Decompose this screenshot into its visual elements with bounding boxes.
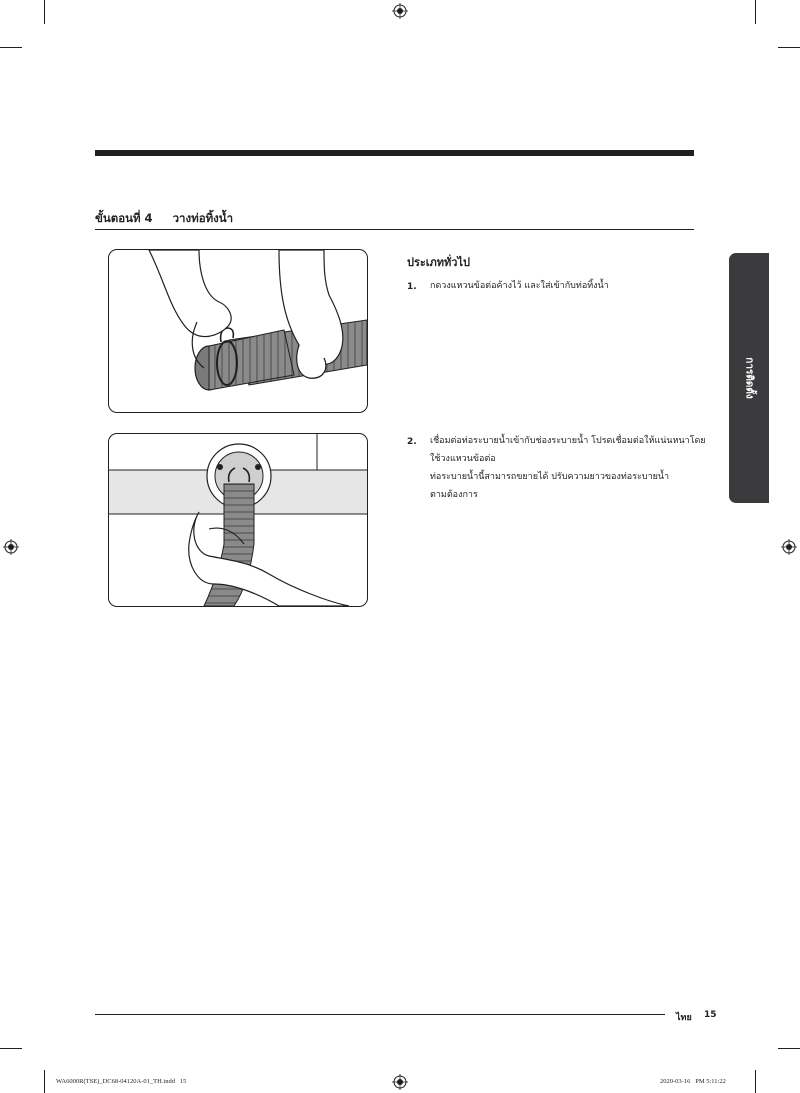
crop-mark: [0, 1048, 22, 1049]
registration-mark-icon: [392, 3, 408, 19]
side-tab: [729, 253, 769, 503]
figure-clamp-on-hose: [108, 249, 368, 413]
step-label: ขั้นตอนที่ 4: [95, 211, 153, 225]
step-rule: [95, 229, 694, 230]
step-2-text: [430, 432, 706, 504]
registration-mark-icon: [392, 1074, 408, 1090]
figure-hose-to-drain: [108, 433, 368, 607]
step-2-line: เชื่อมต่อท่อระบายน้ำเข้ากับช่องระบายน้ำ โปรดเชื่อมต่อให้แน่นหนาโดย: [430, 436, 706, 446]
slug-date: 2020-03-16 PM 5:11:22: [660, 1078, 726, 1085]
crop-mark: [778, 1048, 800, 1049]
crop-mark: [755, 0, 756, 24]
crop-mark: [0, 47, 22, 48]
step-2-line: ท่อระบายน้ำนี้สามารถขยายได้ ปรับความยาวของท่อระบายน้ำ: [430, 472, 670, 482]
step-1-line: กดวงแหวนข้อต่อค้างไว้ และใส่เข้ากับท่อทิ้งน้ำ: [430, 281, 609, 291]
step-1-number: 1.: [407, 282, 417, 292]
step-heading: [95, 210, 233, 228]
registration-mark-icon: [781, 539, 797, 555]
crop-mark: [44, 1070, 45, 1093]
top-rule: [95, 150, 694, 156]
crop-mark: [755, 1070, 756, 1093]
step-1-text: [430, 277, 609, 295]
page-number: 15: [704, 1010, 717, 1020]
slug-file: WA6000R(TSE)_DC68-04120A-01_TH.indd 15: [56, 1078, 187, 1085]
step-title: วางท่อทิ้งน้ำ: [172, 211, 234, 225]
step-2-number: 2.: [407, 437, 417, 447]
instructions-title: ประเภททั่วไป: [407, 256, 471, 269]
bottom-rule: [95, 1014, 665, 1015]
step-2-line: ตามต้องการ: [430, 490, 478, 500]
registration-mark-icon: [3, 539, 19, 555]
crop-mark: [44, 0, 45, 24]
footer-language: ไทย: [676, 1013, 692, 1023]
step-2-line: ใช้วงแหวนข้อต่อ: [430, 454, 496, 464]
crop-mark: [778, 47, 800, 48]
side-tab-label: การติดตั้ง: [743, 357, 755, 399]
